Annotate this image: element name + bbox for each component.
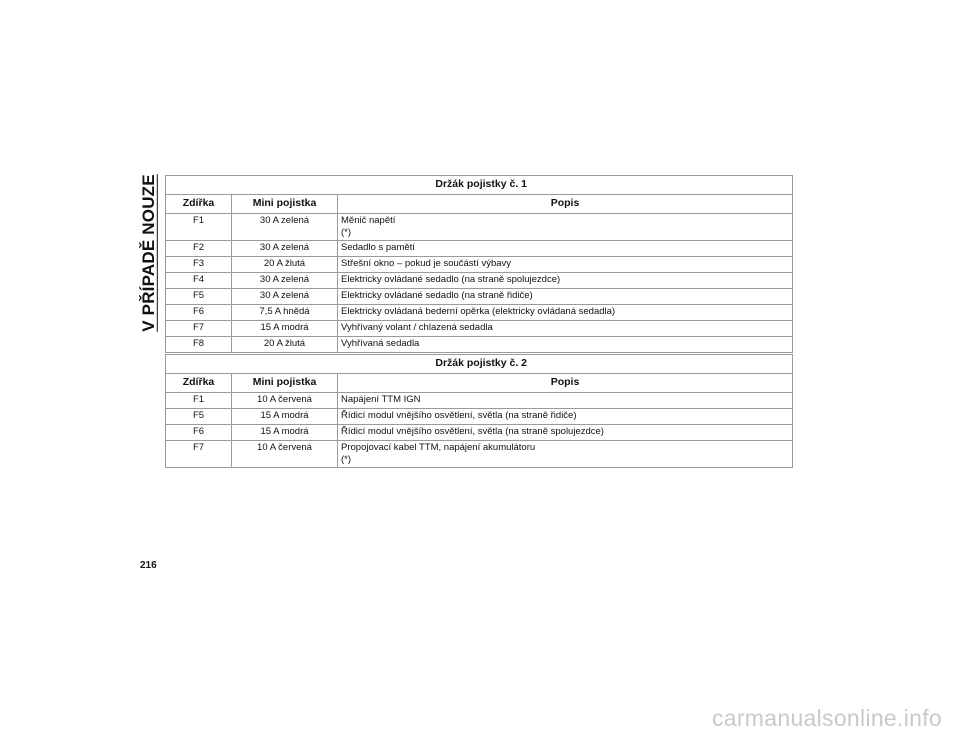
slot-cell: F2: [166, 241, 232, 257]
description-cell: Elektricky ovládané sedadlo (na straně spolujezdce): [338, 273, 793, 289]
table-row: [166, 337, 793, 353]
slot-cell: F8: [166, 337, 232, 353]
table-row: [166, 425, 793, 441]
slot-cell: F3: [166, 257, 232, 273]
description-note: (*): [341, 226, 352, 238]
slot-cell: F6: [166, 425, 232, 441]
description-note: (*): [341, 453, 352, 465]
description-cell: Střešní okno – pokud je součástí výbavy: [338, 257, 793, 273]
description-cell: Elektricky ovládaná bederní opěrka (elektricky ovládaná sedadla): [338, 305, 793, 321]
fuse-cell: 15 A modrá: [232, 425, 338, 441]
fuse-cell: 7,5 A hnědá: [232, 305, 338, 321]
description-text: Propojovací kabel TTM, napájení akumulátoru: [341, 442, 536, 453]
description-cell: [338, 441, 793, 468]
table-row: [166, 241, 793, 257]
slot-cell: F5: [166, 409, 232, 425]
fuse-cell: 30 A zelená: [232, 214, 338, 241]
description-cell: Vyhřívaná sedadla: [338, 337, 793, 353]
table-row: [166, 441, 793, 468]
slot-cell: F7: [166, 441, 232, 468]
fuse-cell: 10 A červená: [232, 393, 338, 409]
description-cell: Vyhřívaný volant / chlazená sedadla: [338, 321, 793, 337]
column-header-fuse: Mini pojistka: [232, 195, 338, 214]
watermark: carmanualsonline.info: [711, 705, 942, 731]
fuse-holder-table-2: [165, 354, 793, 468]
slot-cell: F7: [166, 321, 232, 337]
description-cell: Řídicí modul vnějšího osvětlení, světla (na straně spolujezdce): [338, 425, 793, 441]
description-cell: Řídicí modul vnějšího osvětlení, světla (na straně řidiče): [338, 409, 793, 425]
section-title-text: V PŘÍPADĚ NOUZE: [139, 174, 158, 332]
slot-cell: F1: [166, 393, 232, 409]
fuse-cell: 15 A modrá: [232, 321, 338, 337]
table-row: [166, 214, 793, 241]
fuse-cell: 30 A zelená: [232, 273, 338, 289]
column-header-fuse: Mini pojistka: [232, 374, 338, 393]
fuse-cell: 10 A červená: [232, 441, 338, 468]
fuse-cell: 30 A zelená: [232, 289, 338, 305]
page-number: 216: [140, 560, 157, 571]
description-text: Měnič napětí: [341, 215, 396, 226]
fuse-cell: 20 A žlutá: [232, 337, 338, 353]
slot-cell: F1: [166, 214, 232, 241]
table-row: [166, 257, 793, 273]
table-caption: Držák pojistky č. 1: [166, 176, 793, 195]
table-row: [166, 409, 793, 425]
column-header-slot: Zdířka: [166, 195, 232, 214]
description-cell: Napájení TTM IGN: [338, 393, 793, 409]
column-header-desc: Popis: [338, 374, 793, 393]
section-title: [137, 173, 161, 333]
table-row: [166, 305, 793, 321]
description-cell: [338, 214, 793, 241]
column-header-slot: Zdířka: [166, 374, 232, 393]
table-row: [166, 321, 793, 337]
slot-cell: F5: [166, 289, 232, 305]
fuse-cell: 30 A zelená: [232, 241, 338, 257]
column-header-desc: Popis: [338, 195, 793, 214]
description-cell: Sedadlo s pamětí: [338, 241, 793, 257]
table-row: [166, 289, 793, 305]
slot-cell: F4: [166, 273, 232, 289]
table-row: [166, 393, 793, 409]
fuse-cell: 15 A modrá: [232, 409, 338, 425]
fuse-holder-table-1: [165, 175, 793, 353]
description-cell: Elektricky ovládané sedadlo (na straně řidiče): [338, 289, 793, 305]
fuse-cell: 20 A žlutá: [232, 257, 338, 273]
slot-cell: F6: [166, 305, 232, 321]
table-caption: Držák pojistky č. 2: [166, 355, 793, 374]
table-row: [166, 273, 793, 289]
